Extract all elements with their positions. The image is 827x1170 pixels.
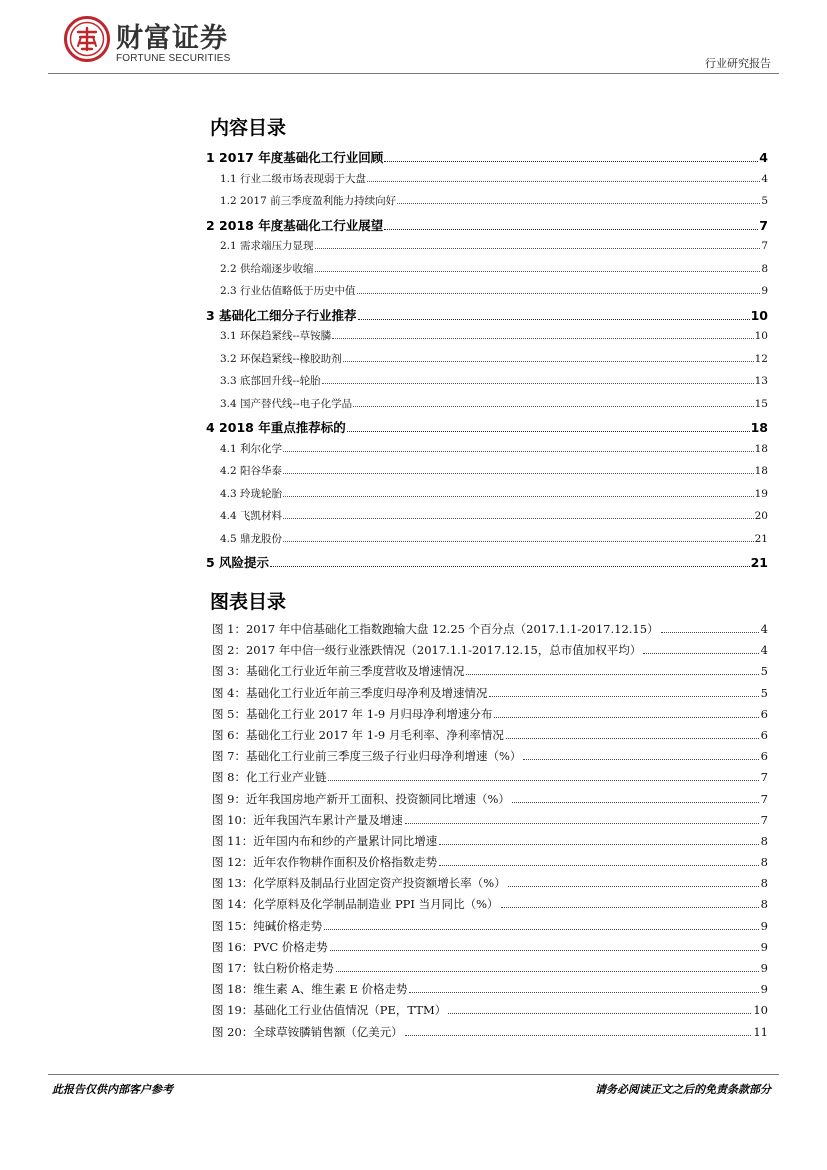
figure-entry-label: 图 15：纯碱价格走势 <box>212 918 323 933</box>
footer-disclaimer-left: 此报告仅供内部客户参考 <box>52 1083 173 1096</box>
figure-entry[interactable] <box>212 854 768 875</box>
toc-entry-label: 3.3 底部回升线--轮胎 <box>220 375 321 387</box>
dot-leader <box>336 962 759 972</box>
dot-leader <box>283 510 754 519</box>
figure-entry-page: 6 <box>760 749 768 764</box>
figure-entry-page: 9 <box>760 939 768 954</box>
dot-leader <box>283 465 754 474</box>
dot-leader <box>523 750 758 760</box>
figure-entry[interactable] <box>212 791 768 812</box>
brand-name-cn: 财富证券 <box>116 23 228 54</box>
figure-entry-page: 9 <box>760 961 768 975</box>
toc-entry-label: 3 基础化工细分子行业推荐 <box>206 307 357 323</box>
toc-entry-label: 2.3 行业估值略低于历史中值 <box>220 285 356 297</box>
figure-entry-label: 图 12：近年农作物耕作面积及价格指数走势 <box>212 855 438 870</box>
figure-entry-page: 8 <box>760 855 768 870</box>
dot-leader <box>466 665 758 675</box>
dot-leader <box>397 195 760 204</box>
toc-entry-page: 15 <box>754 397 768 410</box>
figure-entry[interactable] <box>212 642 768 663</box>
dot-leader <box>512 792 759 802</box>
figure-entry[interactable] <box>212 939 768 960</box>
dot-leader <box>283 442 754 451</box>
toc-entry-label: 4.1 利尔化学 <box>220 442 283 455</box>
toc-section-entry[interactable] <box>206 463 768 486</box>
toc-entry-page: 7 <box>761 240 768 252</box>
figure-entry-label: 图 11：近年国内布和纱的产量累计同比增速 <box>212 833 438 848</box>
toc-entry-page: 9 <box>761 285 768 297</box>
toc-section-entry[interactable] <box>206 508 768 531</box>
figure-entry-label: 图 6：基础化工行业 2017 年 1-9 月毛利率、净利率情况 <box>212 727 504 742</box>
toc-section-entry[interactable] <box>206 531 768 554</box>
figure-entry-label: 图 9：近年我国房地产新开工面积、投资额同比增速（%） <box>212 791 510 806</box>
figure-entry[interactable] <box>212 981 768 1002</box>
toc-chapter-entry[interactable] <box>206 418 768 441</box>
dot-leader <box>506 729 759 739</box>
dot-leader <box>283 487 754 496</box>
figure-entry[interactable] <box>212 1024 768 1045</box>
dot-leader <box>409 983 758 993</box>
toc-entry-label: 1 2017 年度基础化工行业回顾 <box>206 150 384 165</box>
toc-section-entry[interactable] <box>206 171 768 194</box>
figure-entry-page: 4 <box>760 643 768 658</box>
toc-entry-page: 5 <box>761 195 768 207</box>
toc-entry-page: 12 <box>754 352 768 365</box>
figure-list-title: 图表目录 <box>210 591 287 613</box>
toc-entry-page: 10 <box>754 330 768 342</box>
figure-entry[interactable] <box>212 896 768 917</box>
dot-leader <box>384 219 758 230</box>
figure-entry-label: 图 20：全球草铵膦销售额（亿美元） <box>212 1024 403 1039</box>
figure-entry[interactable] <box>212 875 768 896</box>
toc-section-entry[interactable] <box>206 328 768 351</box>
figure-entry-label: 图 3：基础化工行业近年前三季度营收及增速情况 <box>212 664 465 679</box>
toc-section-entry[interactable] <box>206 351 768 374</box>
dot-leader <box>315 262 761 271</box>
figure-entry-page: 7 <box>760 770 768 785</box>
dot-leader <box>270 556 750 567</box>
dot-leader <box>405 1025 752 1035</box>
figure-entry-page: 8 <box>760 876 768 891</box>
dot-leader <box>367 172 760 181</box>
figure-entry-page: 8 <box>760 833 768 848</box>
toc-chapter-entry[interactable] <box>206 553 768 576</box>
dot-leader <box>643 644 758 654</box>
dot-leader <box>343 352 754 361</box>
toc-section-entry[interactable] <box>206 441 768 464</box>
figure-entry[interactable] <box>212 663 768 684</box>
figure-entry-label: 图 17：钛白粉价格走势 <box>212 961 334 975</box>
toc-entry-label: 2.2 供给端逐步收缩 <box>220 262 314 275</box>
toc-entry-page: 7 <box>759 217 768 233</box>
figure-entry-label: 图 8：化工行业产业链 <box>212 770 327 785</box>
figure-entry-page: 7 <box>760 791 768 806</box>
figure-entry-label: 图 7：基础化工行业前三季度三级子行业归母净利增速（%） <box>212 749 522 764</box>
figure-entry[interactable] <box>212 918 768 939</box>
toc-chapter-entry[interactable] <box>206 306 768 329</box>
toc-chapter-entry[interactable] <box>206 148 768 171</box>
figure-entry-page: 9 <box>760 982 768 997</box>
figure-entry-page: 5 <box>760 664 768 679</box>
figure-entry-label: 图 10：近年我国汽车累计产量及增速 <box>212 812 403 827</box>
toc-entry-page: 21 <box>754 532 768 545</box>
table-of-contents <box>206 148 768 576</box>
toc-entry-page: 20 <box>754 510 768 522</box>
dot-leader <box>330 941 759 951</box>
brand-name-en: FORTUNE SECURITIES <box>116 53 231 64</box>
dot-leader <box>405 814 759 824</box>
toc-entry-page: 4 <box>759 150 768 165</box>
figure-entry-page: 8 <box>760 897 768 912</box>
toc-entry-page: 18 <box>754 442 768 455</box>
toc-section-entry[interactable] <box>206 238 768 261</box>
toc-entry-page: 10 <box>750 307 768 323</box>
dot-leader <box>439 856 758 866</box>
toc-entry-label: 4.5 鼎龙股份 <box>220 532 283 545</box>
toc-section-entry[interactable] <box>206 486 768 509</box>
toc-entry-page: 8 <box>761 262 768 275</box>
dot-leader <box>661 623 759 633</box>
figure-list <box>212 621 768 1045</box>
dot-leader <box>494 708 758 718</box>
figure-entry[interactable] <box>212 1002 768 1023</box>
toc-section-entry[interactable] <box>206 373 768 396</box>
figure-entry-page: 10 <box>753 1003 768 1018</box>
figure-entry-page: 9 <box>760 918 768 933</box>
toc-entry-label: 3.2 环保趋紧线--橡胶助剂 <box>220 352 342 365</box>
dot-leader <box>501 898 759 908</box>
toc-entry-label: 3.1 环保趋紧线--草铵膦 <box>220 330 332 342</box>
toc-section-entry[interactable] <box>206 396 768 419</box>
figure-entry-label: 图 4：基础化工行业近年前三季度归母净利及增速情况 <box>212 685 488 700</box>
toc-entry-page: 4 <box>761 172 768 185</box>
toc-entry-label: 4.2 阳谷华泰 <box>220 465 283 477</box>
toc-entry-label: 5 风险提示 <box>206 555 270 570</box>
toc-entry-label: 4.3 玲珑轮胎 <box>220 487 283 500</box>
figure-entry[interactable] <box>212 621 768 642</box>
figure-entry-page: 7 <box>760 812 768 827</box>
dot-leader <box>353 397 753 406</box>
fortune-securities-logo-icon <box>64 16 110 62</box>
figure-entry-label: 图 1：2017 年中信基础化工指数跑输大盘 12.25 个百分点（2017.1.1-2017.12.15） <box>212 622 659 636</box>
dot-leader <box>358 309 750 320</box>
header-divider <box>48 73 779 74</box>
figure-entry[interactable] <box>212 833 768 854</box>
figure-entry[interactable] <box>212 960 768 981</box>
figure-entry-label: 图 19：基础化工行业估值情况（PE，TTM） <box>212 1003 447 1018</box>
figure-entry-page: 5 <box>760 685 768 700</box>
figure-entry[interactable] <box>212 812 768 833</box>
toc-entry-label: 4.4 飞凯材料 <box>220 510 283 522</box>
figure-entry[interactable] <box>212 685 768 706</box>
figure-entry[interactable] <box>212 727 768 748</box>
page-header <box>0 0 827 80</box>
toc-entry-label: 4 2018 年重点推荐标的 <box>206 420 346 435</box>
toc-section-entry[interactable] <box>206 261 768 284</box>
dot-leader <box>315 240 761 249</box>
footer-disclaimer-right: 请务必阅读正文之后的免责条款部分 <box>595 1083 771 1096</box>
toc-section-entry[interactable] <box>206 193 768 216</box>
dot-leader <box>508 877 759 887</box>
dot-leader <box>283 532 754 541</box>
figure-entry-page: 6 <box>760 706 768 721</box>
toc-entry-page: 18 <box>750 420 768 435</box>
figure-entry-label: 图 18：维生素 A、维生素 E 价格走势 <box>212 982 408 997</box>
figure-entry-page: 4 <box>760 622 768 636</box>
figure-entry-label: 图 14：化学原料及化学制品制造业 PPI 当月同比（%） <box>212 897 499 912</box>
dot-leader <box>439 835 758 845</box>
toc-entry-label: 2 2018 年度基础化工行业展望 <box>206 217 384 233</box>
dot-leader <box>347 421 750 432</box>
dot-leader <box>328 771 758 781</box>
figure-entry-label: 图 5：基础化工行业 2017 年 1-9 月归母净利增速分布 <box>212 706 493 721</box>
toc-entry-page: 18 <box>754 465 768 477</box>
dot-leader <box>332 330 753 339</box>
toc-entry-label: 1.1 行业二级市场表现弱于大盘 <box>220 172 367 185</box>
figure-entry[interactable] <box>212 706 768 727</box>
figure-entry-label: 图 16：PVC 价格走势 <box>212 939 328 954</box>
dot-leader <box>448 1004 751 1014</box>
dot-leader <box>384 151 758 162</box>
dot-leader <box>322 375 754 384</box>
toc-entry-label: 3.4 国产替代线--电子化学品 <box>220 397 353 410</box>
figure-entry-label: 图 13：化学原料及制品行业固定资产投资额增长率（%） <box>212 876 506 891</box>
figure-entry-page: 6 <box>760 727 768 742</box>
figure-entry-page: 11 <box>753 1024 768 1039</box>
toc-entry-label: 2.1 需求端压力显现 <box>220 240 314 252</box>
figure-entry[interactable] <box>212 769 768 790</box>
toc-entry-page: 13 <box>754 375 768 387</box>
report-type-label: 行业研究报告 <box>705 57 771 70</box>
figure-entry[interactable] <box>212 748 768 769</box>
dot-leader <box>324 919 758 929</box>
toc-title: 内容目录 <box>210 117 287 139</box>
toc-section-entry[interactable] <box>206 283 768 306</box>
footer-divider <box>48 1074 779 1075</box>
dot-leader <box>357 285 761 294</box>
toc-entry-page: 21 <box>750 555 768 570</box>
toc-entry-page: 19 <box>754 487 768 500</box>
toc-chapter-entry[interactable] <box>206 216 768 239</box>
toc-entry-label: 1.2 2017 前三季度盈利能力持续向好 <box>220 195 397 207</box>
dot-leader <box>489 686 758 696</box>
figure-entry-label: 图 2：2017 年中信一级行业涨跌情况（2017.1.1-2017.12.15，总市值加权平均） <box>212 643 642 658</box>
